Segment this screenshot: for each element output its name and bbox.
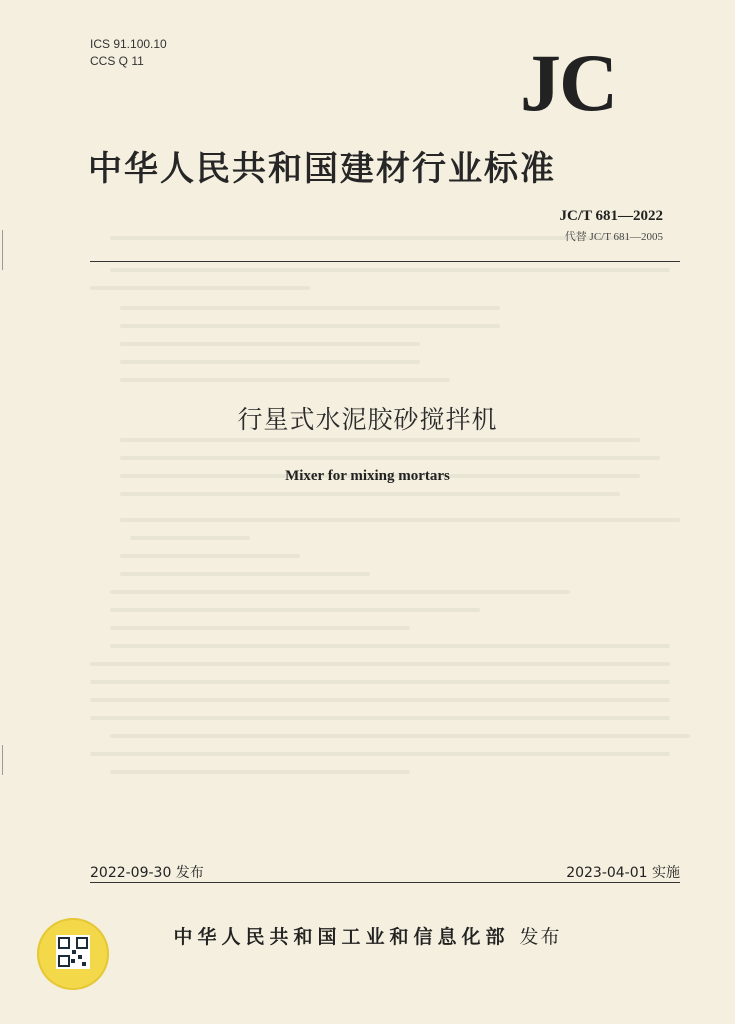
scan-edge-mark (2, 230, 3, 270)
classification-codes (90, 36, 167, 70)
document-title-en: Mixer for mixing mortars (285, 468, 450, 484)
qr-code-icon (56, 935, 90, 969)
document-number: JC/T 681—2022 (559, 208, 663, 224)
publisher-suffix: 发布 (519, 926, 562, 948)
bleed-through-text (90, 228, 680, 788)
replaces-standard: 代替 JC/T 681—2005 (564, 231, 663, 243)
ccs-code: CCS Q 11 (90, 54, 144, 68)
bottom-divider (90, 882, 680, 883)
ics-code: ICS 91.100.10 (90, 37, 167, 51)
publisher (0, 922, 735, 949)
publisher-name: 中华人民共和国工业和信息化部 (173, 926, 510, 948)
scan-edge-mark (2, 745, 3, 775)
implementation-date: 2023-04-01 实施 (566, 865, 680, 881)
jc-logo: JC (520, 37, 617, 128)
standard-title: 中华人民共和国建材行业标准 (88, 149, 556, 189)
qr-seal-sticker (37, 918, 109, 990)
issue-date: 2022-09-30 发布 (90, 865, 204, 881)
document-title-cn: 行星式水泥胶砂搅拌机 (237, 405, 498, 434)
